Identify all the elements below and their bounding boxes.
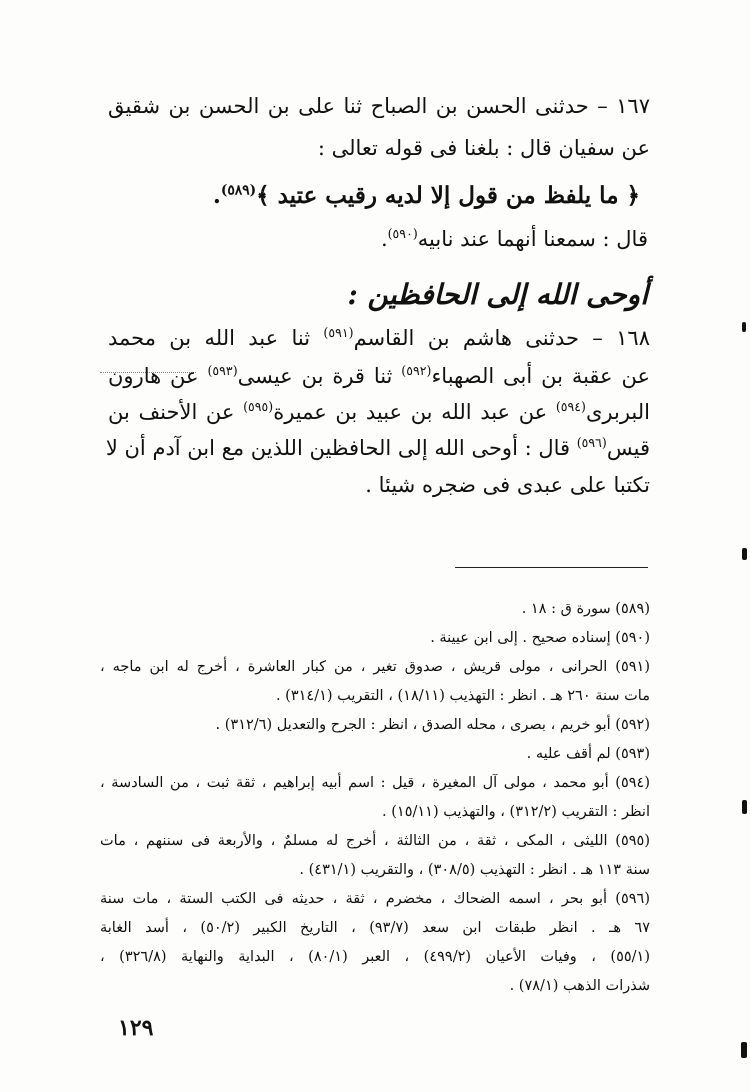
page-number: ١٢٩: [118, 1015, 154, 1041]
footnote-separator: [455, 567, 648, 568]
hadith-168-line-4: [105, 435, 650, 460]
footnote-ref-593: (٥٩٣): [207, 363, 238, 378]
hadith-168-line-2: [108, 363, 650, 388]
hadith-167-line-2: عن سفيان قال : بلغنا فى قوله تعالى :: [317, 136, 650, 160]
hadith-167-line-1: ١٦٧ – حدثنى الحسن بن الصباح ثنا على بن الحسن بن شقيق: [108, 94, 650, 118]
footnote-ref-592: (٥٩٢): [401, 363, 432, 378]
scan-edge-mark: [741, 1042, 747, 1058]
footnote-589: (٥٨٩) سورة ق : ١٨ .: [521, 601, 650, 617]
hadith-168-line-1-a: ١٦٨ – حدثنى هاشم بن القاسم: [353, 326, 650, 350]
hadith-168-line-3-a: البربرى: [585, 400, 650, 424]
hadith-167-line-3: [380, 226, 648, 251]
footnote-595-line-1: (٥٩٥) الليثى ، المكى ، ثقة ، من الثالثة ، أخرج له مسلمٌ ، والأربعة فى سننهم ، مات: [100, 833, 650, 849]
hadith-168-line-4-a: قيس: [606, 436, 650, 460]
footnote-ref-595: (٥٩٥): [243, 399, 274, 414]
footnote-592: (٥٩٢) أبو خريم ، بصرى ، محله الصدق ، انظر : الجرح والتعديل (٣١٢/٦) .: [215, 717, 650, 733]
footnote-596-line-4: شذرات الذهب (٧٨/١) .: [509, 978, 650, 994]
footnote-595-line-2: سنة ١١٣ هـ . انظر : التهذيب (٣٠٨/٥) ، والتقريب (٤٣١/١) .: [299, 862, 650, 878]
scan-edge-mark: [742, 800, 747, 814]
section-heading: أوحى الله إلى الحافظين :: [347, 278, 648, 311]
footnote-593: (٥٩٣) لم أقف عليه .: [526, 746, 650, 762]
hadith-168-line-3-c: عن الأحنف بن: [108, 400, 244, 424]
hadith-168-line-2-a: عن عقبة بن أبى الصهباء: [431, 364, 650, 388]
hadith-167-line-3-end: .: [380, 227, 388, 251]
footnote-ref-589: (٥٨٩): [220, 182, 257, 199]
hadith-168-line-1-b: ثنا عبد الله بن محمد: [108, 326, 324, 350]
footnote-596-line-3: (٥٥/١) ، وفيات الأعيان (٤٩٩/٢) ، العبر (٨٠/١) ، البداية والنهاية (٣٢٦/٨) ،: [100, 949, 650, 965]
footnote-591-line-1: (٥٩١) الحرانى ، مولى قريش ، صدوق تغير ، من كبار العاشرة ، أخرج له ابن ماجه ،: [100, 659, 650, 675]
footnote-590: (٥٩٠) إسناده صحيح . إلى ابن عيينة .: [430, 630, 650, 646]
footnote-ref-590: (٥٩٠): [387, 226, 418, 241]
scan-edge-mark: [742, 322, 746, 332]
footnote-ref-591: (٥٩١): [323, 325, 354, 340]
footnote-591-line-2: مات سنة ٢٦٠ هـ . انظر : التهذيب (١٨/١١) ، التقريب (٣١٤/١) .: [275, 688, 650, 704]
hadith-168-line-1: [108, 325, 650, 350]
hadith-168-line-2-b: ثنا قرة بن عيسى: [237, 364, 402, 388]
footnote-ref-594: (٥٩٤): [555, 399, 586, 414]
quran-verse: [213, 182, 640, 209]
hadith-167-line-3-text: قال : سمعنا أنهما عند نابيه: [417, 227, 648, 251]
footnote-594-line-2: انظر : التقريب (٣١٢/٢) ، والتهذيب (١٥/١١) .: [382, 804, 650, 820]
hadith-168-line-3: [108, 399, 650, 424]
scan-edge-mark: [742, 548, 747, 560]
hadith-168-line-5: تكتبا على عبدى فى ضجره شيئا .: [365, 473, 650, 497]
footnote-594-line-1: (٥٩٤) أبو محمد ، مولى آل المغيرة ، قيل : اسم أبيه إبراهيم ، ثقة ثبت ، من السادسة ،: [100, 775, 650, 791]
footnote-ref-596: (٥٩٦): [576, 435, 607, 450]
hadith-168-line-3-b: عن عبد الله بن عبيد بن عميرة: [273, 400, 556, 424]
footnote-596-line-1: (٥٩٦) أبو بحر ، اسمه الضحاك ، مخضرم ، ثقة ، حديثه فى الكتب الستة ، مات سنة: [100, 891, 650, 907]
hadith-168-line-2-c: عن هارون: [108, 364, 208, 388]
verse-end: .: [212, 182, 221, 209]
verse-text: ﴿ ما يلفظ من قول إلا لديه رقيب عتيد ﴾: [256, 182, 640, 209]
footnote-596-line-2: ٦٧ هـ . انظر طبقات ابن سعد (٩٣/٧) ، التاريخ الكبير (٥٠/٢) ، أسد الغابة: [100, 920, 650, 936]
hadith-168-line-4-b: قال : أوحى الله إلى الحافظين اللذين مع ابن آدم أن لا: [105, 436, 577, 460]
